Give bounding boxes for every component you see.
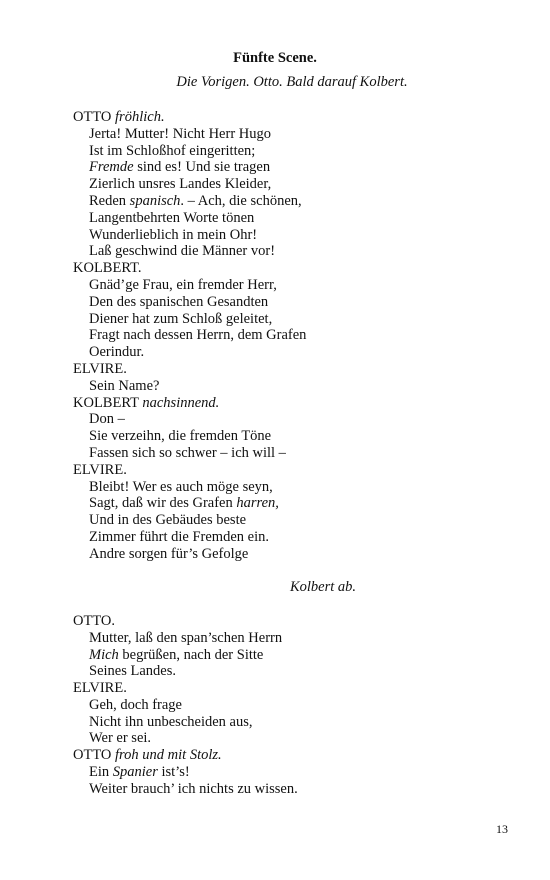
verse-line bbox=[73, 294, 513, 311]
verse-text: Andre sorgen für’s Gefolge bbox=[89, 545, 249, 562]
verse-text: sind es! Und sie tragen bbox=[133, 159, 271, 176]
verse-text: Oerindur. bbox=[89, 344, 145, 361]
verse-line bbox=[73, 512, 513, 529]
verse-line bbox=[73, 378, 513, 395]
speaker-label: OTTO bbox=[73, 109, 112, 125]
verse-emphasis: harren, bbox=[236, 495, 279, 512]
verse-line bbox=[73, 781, 513, 798]
verse-text: Ist im Schloßhof eingeritten; bbox=[89, 142, 256, 159]
stage-direction-inline: fröhlich. bbox=[115, 109, 165, 125]
speaker-label: ELVIRE. bbox=[73, 360, 127, 377]
verse-line bbox=[73, 495, 513, 512]
stage-direction bbox=[103, 579, 543, 596]
verse-text: Don – bbox=[89, 411, 125, 428]
stage-direction-text: Kolbert ab. bbox=[289, 579, 357, 596]
verse-line bbox=[73, 277, 513, 294]
verse-line bbox=[73, 730, 513, 747]
verse-line bbox=[73, 143, 513, 160]
verse-text: Sie verzeihn, die fremden Töne bbox=[89, 428, 272, 445]
speaker-label: KOLBERT. bbox=[73, 260, 142, 277]
speaker-name bbox=[73, 260, 513, 277]
verse-line bbox=[73, 714, 513, 731]
speaker-name bbox=[73, 680, 513, 697]
verse-text: Sagt, daß wir des Grafen bbox=[89, 495, 237, 512]
verse-line bbox=[73, 176, 513, 193]
verse-text: Jerta! Mutter! Nicht Herr Hugo bbox=[89, 125, 271, 142]
stage-direction-inline: froh und mit Stolz. bbox=[115, 747, 222, 764]
speaker-name bbox=[73, 395, 513, 412]
verse-line bbox=[73, 327, 513, 344]
verse-line bbox=[73, 479, 513, 496]
verse-emphasis: Fremde bbox=[89, 159, 134, 176]
verse-line bbox=[73, 227, 513, 244]
verse-text: Weiter brauch’ ich nichts zu wissen. bbox=[89, 780, 298, 797]
verse-text: Seines Landes. bbox=[89, 663, 176, 680]
verse-text: Gnäd’ge Frau, ein fremder Herr, bbox=[89, 276, 277, 293]
speaker-label: OTTO. bbox=[73, 612, 116, 629]
speaker-name bbox=[73, 109, 513, 126]
verse-line bbox=[73, 311, 513, 328]
verse-text: Ein bbox=[89, 764, 113, 781]
speaker-label: OTTO bbox=[73, 747, 112, 764]
speaker-label: ELVIRE. bbox=[73, 680, 127, 697]
speaker-label: ELVIRE. bbox=[73, 461, 127, 478]
verse-text: Laß geschwind die Männer vor! bbox=[89, 243, 276, 260]
speaker-name bbox=[73, 613, 513, 630]
verse-line bbox=[73, 630, 513, 647]
verse-text: Zierlich unsres Landes Kleider, bbox=[89, 176, 272, 193]
verse-emphasis: spanisch bbox=[129, 192, 181, 209]
verse-emphasis: Mich bbox=[89, 646, 119, 663]
verse-line bbox=[73, 663, 513, 680]
verse-line bbox=[73, 697, 513, 714]
verse-line bbox=[73, 210, 513, 227]
verse-text: Wunderlieblich in mein Ohr! bbox=[89, 226, 258, 243]
verse-line bbox=[73, 344, 513, 361]
verse-text: Langentbehrten Worte tönen bbox=[89, 209, 255, 226]
verse-line bbox=[73, 428, 513, 445]
verse-text: . – Ach, die schönen, bbox=[180, 192, 302, 209]
verse-text: Diener hat zum Schloß geleitet, bbox=[89, 310, 273, 327]
verse-text: begrüßen, nach der Sitte bbox=[118, 646, 264, 663]
blank-line bbox=[73, 596, 513, 613]
speaker-name bbox=[73, 462, 513, 479]
verse-text: Zimmer führt die Fremden ein. bbox=[89, 528, 269, 545]
speaker-name bbox=[73, 361, 513, 378]
verse-emphasis: Spanier bbox=[112, 764, 158, 781]
play-text bbox=[73, 109, 513, 798]
scene-cast: Die Vorigen. Otto. Bald darauf Kolbert. bbox=[176, 74, 408, 90]
scene-title: Fünfte Scene. bbox=[233, 50, 317, 66]
verse-text: Mutter, laß den span’schen Herrn bbox=[89, 629, 283, 646]
verse-line bbox=[73, 411, 513, 428]
verse-text: Sein Name? bbox=[89, 377, 160, 394]
verse-line bbox=[73, 529, 513, 546]
stage-direction-inline: nachsinnend. bbox=[142, 394, 220, 411]
verse-line bbox=[73, 764, 513, 781]
verse-text: Fassen sich so schwer – ich will – bbox=[89, 444, 286, 461]
verse-text: Reden bbox=[89, 192, 130, 209]
verse-text: Fragt nach dessen Herrn, dem Grafen bbox=[89, 327, 307, 344]
verse-text: ist’s! bbox=[157, 764, 190, 781]
verse-line bbox=[73, 243, 513, 260]
verse-text: Nicht ihn unbescheiden aus, bbox=[89, 713, 253, 730]
verse-line bbox=[73, 159, 513, 176]
verse-line bbox=[73, 445, 513, 462]
verse-text: Wer er sei. bbox=[89, 730, 152, 747]
verse-line bbox=[73, 546, 513, 563]
verse-line bbox=[73, 193, 513, 210]
verse-line bbox=[73, 126, 513, 143]
page-number: 13 bbox=[496, 822, 508, 836]
verse-text: Den des spanischen Gesandten bbox=[89, 293, 269, 310]
speaker-name bbox=[73, 747, 513, 764]
speaker-label: KOLBERT bbox=[73, 394, 139, 411]
verse-line bbox=[73, 647, 513, 664]
blank-line bbox=[73, 563, 513, 580]
verse-text: Und in des Gebäudes beste bbox=[89, 512, 247, 529]
verse-text: Bleibt! Wer es auch möge seyn, bbox=[89, 478, 273, 495]
verse-text: Geh, doch frage bbox=[89, 696, 182, 713]
